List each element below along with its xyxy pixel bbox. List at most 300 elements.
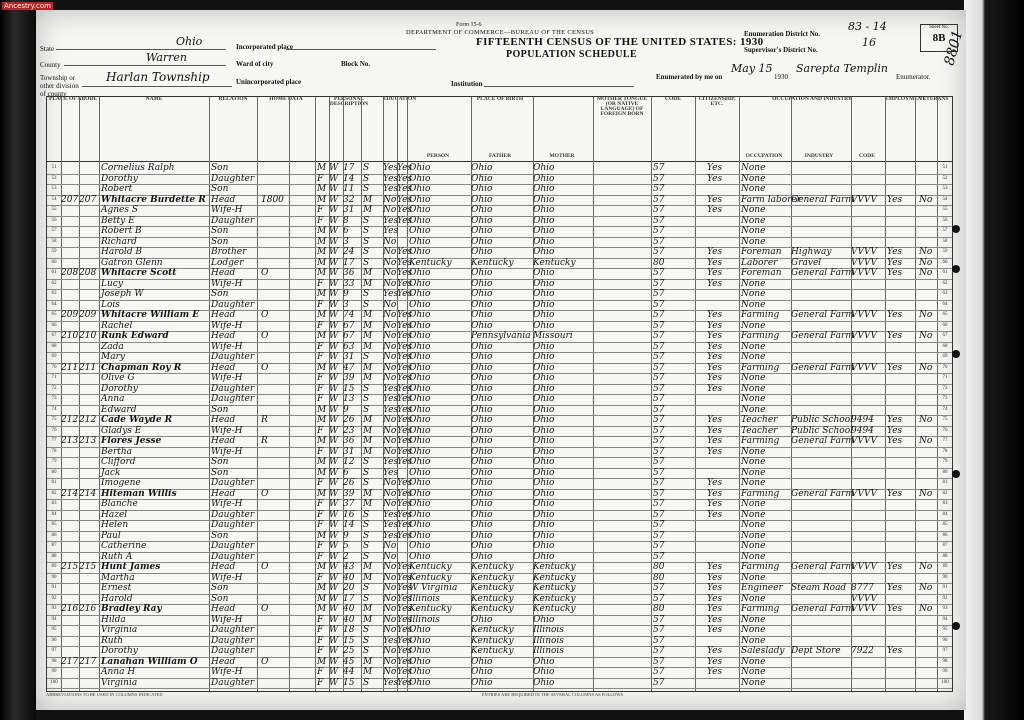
- birth-person-cell: Ohio: [409, 226, 431, 236]
- birth-father-cell: Ohio: [471, 320, 493, 331]
- birth-mother-cell: Ohio: [533, 205, 555, 215]
- citizenship-cell: Yes: [707, 583, 723, 593]
- birth-father-cell: Ohio: [471, 551, 493, 562]
- marital-cell: S: [363, 236, 370, 247]
- race-cell: W: [329, 289, 339, 299]
- industry-cell: General Farm: [791, 362, 854, 373]
- census-title: FIFTEENTH CENSUS OF THE UNITED STATES: 1930: [476, 36, 764, 48]
- code-cell: 57: [653, 667, 665, 677]
- sex-cell: F: [317, 499, 324, 509]
- row-number: 86: [51, 532, 57, 538]
- read-cell: Yes: [397, 520, 413, 530]
- citizenship-cell: Yes: [707, 667, 723, 677]
- row-number: 70: [51, 364, 57, 370]
- relation-cell: Daughter: [211, 635, 255, 646]
- name-cell: Gatron Glenn: [101, 257, 163, 268]
- read-cell: Yes: [397, 583, 413, 593]
- name-cell: Betty E: [101, 215, 135, 226]
- race-cell: W: [329, 257, 339, 268]
- birth-person-cell: Ohio: [409, 530, 431, 541]
- citizenship-cell: Yes: [707, 320, 723, 331]
- occ-code-cell: VVVV: [851, 268, 877, 278]
- age-cell: 9: [343, 404, 349, 415]
- marital-cell: S: [363, 551, 370, 562]
- citizenship-cell: Yes: [707, 488, 723, 499]
- relation-cell: Head: [211, 310, 236, 320]
- row-number: 97: [942, 648, 948, 653]
- row-number: 79: [51, 459, 57, 464]
- relation-cell: Lodger: [211, 257, 244, 268]
- school-cell: No: [383, 572, 397, 583]
- abbreviations-note: ABBREVIATIONS TO BE USED IN COLUMNS INDICATED: [46, 692, 163, 697]
- row-number: 67: [942, 333, 948, 338]
- citizenship-cell: Yes: [707, 604, 723, 614]
- birth-person-cell: Ohio: [409, 215, 431, 226]
- occupation-cell: None: [741, 530, 766, 541]
- veteran-cell: No: [919, 562, 933, 572]
- birth-father-cell: Ohio: [471, 299, 493, 310]
- citizenship-cell: Yes: [707, 499, 723, 509]
- age-cell: 16: [343, 509, 355, 520]
- school-cell: No: [383, 415, 397, 425]
- relation-cell: Wife-H: [211, 373, 243, 383]
- age-cell: 37: [343, 499, 355, 509]
- birth-father-cell: Ohio: [471, 394, 493, 404]
- occupation-cell: None: [741, 163, 766, 173]
- birth-mother-cell: Ohio: [533, 320, 555, 331]
- department-line: DEPARTMENT OF COMMERCE—BUREAU OF THE CENSUS: [406, 29, 595, 36]
- binder-hole: [952, 225, 960, 233]
- relation-cell: Wife-H: [211, 667, 243, 677]
- name-cell: Flores Jesse: [101, 436, 162, 446]
- col-birth-person: PERSON: [426, 153, 450, 159]
- name-cell: Helen: [101, 520, 129, 530]
- school-cell: No: [383, 604, 397, 614]
- employment-cell: Yes: [887, 257, 903, 268]
- industry-cell: Public School: [791, 415, 853, 425]
- occ-code-cell: VVVV: [851, 331, 877, 341]
- birth-father-cell: Kentucky: [471, 593, 514, 604]
- marital-cell: S: [363, 509, 370, 520]
- row-number: 88: [51, 553, 57, 559]
- name-cell: Olive G: [101, 373, 135, 383]
- race-cell: W: [329, 394, 339, 404]
- school-cell: No: [383, 268, 397, 278]
- name-cell: Ernest: [101, 583, 132, 593]
- occupation-cell: None: [741, 373, 766, 383]
- birth-person-cell: Illinois: [409, 614, 440, 625]
- name-cell: Zada: [101, 341, 124, 352]
- marital-cell: S: [363, 257, 370, 268]
- birth-father-cell: Kentucky: [471, 257, 514, 268]
- birth-father-cell: Ohio: [471, 667, 493, 677]
- age-cell: 18: [343, 625, 355, 635]
- occ-code-cell: VVVV: [851, 436, 877, 446]
- birth-mother-cell: Illinois: [533, 625, 564, 635]
- code-cell: 57: [653, 194, 665, 205]
- relation-cell: Son: [211, 163, 229, 173]
- age-cell: 6: [343, 226, 349, 236]
- marital-cell: M: [363, 667, 373, 677]
- birth-person-cell: Ohio: [409, 362, 431, 373]
- occupation-cell: None: [741, 467, 766, 478]
- relation-cell: Head: [211, 488, 236, 499]
- marital-cell: S: [363, 593, 370, 604]
- race-cell: W: [329, 173, 339, 184]
- race-cell: W: [329, 373, 339, 383]
- birth-mother-cell: Ohio: [533, 352, 555, 362]
- birth-father-cell: Kentucky: [471, 604, 514, 614]
- marital-cell: S: [363, 299, 370, 310]
- occupation-cell: None: [741, 278, 766, 289]
- row-number: 100: [50, 679, 58, 685]
- row-number: 55: [942, 207, 948, 212]
- name-cell: Joseph W: [101, 289, 144, 299]
- relation-cell: Brother: [211, 247, 247, 257]
- sex-cell: F: [317, 425, 324, 436]
- name-cell: Ruth A: [101, 551, 133, 562]
- code-cell: 57: [653, 394, 665, 404]
- employment-cell: Yes: [887, 425, 903, 436]
- industry-cell: General Farm: [791, 436, 854, 446]
- dwelling-cell: 211: [61, 362, 79, 373]
- code-cell: 57: [653, 415, 665, 425]
- name-cell: Runk Edward: [101, 331, 169, 341]
- age-cell: 14: [343, 173, 355, 184]
- occupation-cell: None: [741, 593, 766, 604]
- race-cell: W: [329, 625, 339, 635]
- race-cell: W: [329, 667, 339, 677]
- marital-cell: S: [363, 646, 370, 656]
- relation-cell: Daughter: [211, 352, 255, 362]
- relation-cell: Son: [211, 226, 229, 236]
- row-number: 89: [51, 564, 57, 569]
- code-cell: 57: [653, 362, 665, 373]
- birth-father-cell: Ohio: [471, 415, 493, 425]
- read-cell: Yes: [397, 289, 413, 299]
- race-cell: W: [329, 320, 339, 331]
- row-number: 87: [942, 543, 948, 548]
- sex-cell: F: [317, 320, 324, 331]
- marital-cell: M: [363, 499, 373, 509]
- home-cell: O: [261, 310, 269, 320]
- age-cell: 17: [343, 257, 355, 268]
- code-cell: 57: [653, 163, 665, 173]
- family-cell: 208: [79, 268, 97, 278]
- birth-person-cell: Ohio: [409, 278, 431, 289]
- binder-hole: [952, 470, 960, 478]
- occupation-cell: None: [741, 446, 766, 457]
- occupation-cell: None: [741, 184, 766, 194]
- relation-cell: Wife-H: [211, 320, 243, 331]
- birth-mother-cell: Kentucky: [533, 583, 576, 593]
- sex-cell: F: [317, 173, 324, 184]
- dwelling-cell: 209: [61, 310, 79, 320]
- col-birth-mother: MOTHER: [549, 153, 575, 159]
- block-label: Block No.: [341, 60, 371, 68]
- relation-cell: Daughter: [211, 625, 255, 635]
- sex-cell: F: [317, 572, 324, 583]
- citizenship-cell: Yes: [707, 572, 723, 583]
- sd-label: Supervisor's District No.: [744, 46, 818, 54]
- row-number: 100: [941, 679, 949, 685]
- row-number: 66: [51, 322, 57, 328]
- age-cell: 40: [343, 572, 355, 583]
- row-number: 62: [942, 280, 948, 286]
- industry-cell: Steam Road: [791, 583, 847, 593]
- occupation-cell: None: [741, 499, 766, 509]
- read-cell: Yes: [397, 394, 413, 404]
- employment-cell: Yes: [887, 415, 903, 425]
- county-label: County: [40, 61, 61, 69]
- name-cell: Edward: [101, 404, 137, 415]
- occ-code-cell: VVVV: [851, 310, 877, 320]
- row-number: 95: [942, 627, 948, 632]
- school-cell: Yes: [383, 184, 399, 194]
- veteran-cell: No: [919, 268, 933, 278]
- row-number: 92: [51, 595, 57, 601]
- school-cell: No: [383, 362, 397, 373]
- birth-person-cell: Ohio: [409, 394, 431, 404]
- occupation-cell: Teacher: [741, 425, 778, 436]
- race-cell: W: [329, 352, 339, 362]
- name-cell: Chapman Roy R: [101, 362, 182, 373]
- col-education: EDUCATION: [383, 97, 408, 161]
- birth-father-cell: Kentucky: [471, 635, 514, 646]
- marital-cell: M: [363, 488, 373, 499]
- read-cell: Yes: [397, 205, 413, 215]
- birth-person-cell: Ohio: [409, 289, 431, 299]
- citizenship-cell: Yes: [707, 331, 723, 341]
- race-cell: W: [329, 383, 339, 394]
- row-number: 71: [942, 375, 948, 380]
- row-number: 73: [51, 396, 57, 401]
- marital-cell: S: [363, 247, 370, 257]
- code-cell: 80: [653, 604, 665, 614]
- row-number: 78: [942, 448, 948, 454]
- sex-cell: F: [317, 205, 324, 215]
- name-cell: Anna H: [101, 667, 136, 677]
- name-cell: Cade Wayde R: [101, 415, 173, 425]
- read-cell: Yes: [397, 646, 413, 656]
- birth-father-cell: Ohio: [471, 509, 493, 520]
- sex-cell: F: [317, 509, 324, 520]
- binder-hole: [952, 265, 960, 273]
- citizenship-cell: Yes: [707, 478, 723, 488]
- name-cell: Blanche: [101, 499, 138, 509]
- birth-mother-cell: Kentucky: [533, 257, 576, 268]
- occupation-cell: Farming: [741, 362, 780, 373]
- birth-father-cell: Ohio: [471, 404, 493, 415]
- code-cell: 57: [653, 373, 665, 383]
- row-number: 78: [51, 448, 57, 454]
- race-cell: W: [329, 247, 339, 257]
- citizenship-cell: Yes: [707, 383, 723, 394]
- birth-mother-cell: Ohio: [533, 667, 555, 677]
- school-cell: No: [383, 205, 397, 215]
- birth-father-cell: Ohio: [471, 520, 493, 530]
- age-cell: 44: [343, 667, 355, 677]
- birth-person-cell: Ohio: [409, 236, 431, 247]
- code-cell: 57: [653, 247, 665, 257]
- occ-code-cell: VVVV: [851, 593, 877, 604]
- code-cell: 57: [653, 541, 665, 551]
- read-cell: Yes: [397, 362, 413, 373]
- occupation-cell: None: [741, 205, 766, 215]
- relation-cell: Wife-H: [211, 614, 243, 625]
- read-cell: Yes: [397, 320, 413, 331]
- occupation-cell: Teacher: [741, 415, 778, 425]
- school-cell: No: [383, 194, 397, 205]
- occupation-cell: None: [741, 352, 766, 362]
- marital-cell: S: [363, 625, 370, 635]
- employment-cell: Yes: [887, 247, 903, 257]
- county-value: Warren: [146, 51, 188, 64]
- sheet-number: 8B: [932, 32, 946, 44]
- age-cell: 25: [343, 646, 355, 656]
- birth-father-cell: Ohio: [471, 352, 493, 362]
- race-cell: W: [329, 436, 339, 446]
- birth-person-cell: Ohio: [409, 331, 431, 341]
- name-cell: Hunt James: [101, 562, 161, 572]
- birth-mother-cell: Ohio: [533, 436, 555, 446]
- birth-person-cell: Ohio: [409, 404, 431, 415]
- race-cell: W: [329, 541, 339, 551]
- birth-person-cell: Ohio: [409, 184, 431, 194]
- race-cell: W: [329, 163, 339, 173]
- col-place-of-birth: PLACE OF BIRTH PERSON FATHER MOTHER: [407, 97, 594, 161]
- col-birth-father: FATHER: [488, 153, 512, 159]
- sex-cell: F: [317, 446, 324, 457]
- code-cell: 57: [653, 205, 665, 215]
- marital-cell: S: [363, 215, 370, 226]
- school-cell: No: [383, 551, 397, 562]
- marital-cell: M: [363, 362, 373, 373]
- row-number: 90: [942, 574, 948, 580]
- sheet-label: Sheet No.: [929, 25, 949, 30]
- race-cell: W: [329, 341, 339, 352]
- occ-code-cell: 8777: [851, 583, 874, 593]
- birth-person-cell: Ohio: [409, 478, 431, 488]
- marital-cell: S: [363, 404, 370, 415]
- age-cell: 26: [343, 415, 355, 425]
- birth-person-cell: Ohio: [409, 373, 431, 383]
- age-cell: 31: [343, 446, 355, 457]
- birth-father-cell: Ohio: [471, 446, 493, 457]
- row-number: 99: [51, 669, 57, 674]
- marital-cell: S: [363, 541, 370, 551]
- race-cell: W: [329, 562, 339, 572]
- birth-father-cell: Ohio: [471, 163, 493, 173]
- name-cell: Martha: [101, 572, 135, 583]
- relation-cell: Son: [211, 289, 229, 299]
- home-cell: O: [261, 488, 269, 499]
- scan-border-right: [964, 0, 1024, 720]
- race-cell: W: [329, 509, 339, 520]
- citizenship-cell: Yes: [707, 257, 723, 268]
- name-cell: Hilda: [101, 614, 126, 625]
- birth-mother-cell: Ohio: [533, 373, 555, 383]
- birth-father-cell: Kentucky: [471, 625, 514, 635]
- occupation-cell: None: [741, 215, 766, 226]
- industry-cell: Public School: [791, 425, 853, 436]
- relation-cell: Daughter: [211, 509, 255, 520]
- age-cell: 45: [343, 656, 355, 667]
- sex-cell: M: [317, 331, 327, 341]
- birth-mother-cell: Ohio: [533, 499, 555, 509]
- school-cell: Yes: [383, 383, 399, 394]
- sex-cell: M: [317, 415, 327, 425]
- race-cell: W: [329, 614, 339, 625]
- age-cell: 12: [343, 457, 355, 467]
- age-cell: 74: [343, 310, 355, 320]
- birth-father-cell: Ohio: [471, 383, 493, 394]
- name-cell: Clifford: [101, 457, 136, 467]
- marital-cell: S: [363, 352, 370, 362]
- citizenship-cell: Yes: [707, 278, 723, 289]
- home-cell: O: [261, 331, 269, 341]
- birth-mother-cell: Ohio: [533, 677, 555, 688]
- marital-cell: S: [363, 677, 370, 688]
- birth-mother-cell: Ohio: [533, 310, 555, 320]
- marital-cell: M: [363, 331, 373, 341]
- state-value: Ohio: [176, 35, 203, 48]
- sex-cell: F: [317, 614, 324, 625]
- industry-cell: General Farm: [791, 310, 854, 320]
- occ-code-cell: VVVV: [851, 247, 877, 257]
- row-number: 53: [942, 186, 948, 191]
- code-cell: 57: [653, 583, 665, 593]
- relation-cell: Son: [211, 184, 229, 194]
- birth-father-cell: Ohio: [471, 457, 493, 467]
- row-number: 93: [51, 606, 57, 611]
- school-cell: No: [383, 614, 397, 625]
- citizenship-cell: Yes: [707, 562, 723, 572]
- industry-cell: General Farm: [791, 331, 854, 341]
- row-number: 55: [51, 207, 57, 212]
- row-number: 76: [51, 427, 57, 433]
- race-cell: W: [329, 635, 339, 646]
- name-cell: Virginia: [101, 625, 138, 635]
- read-cell: Yes: [397, 383, 413, 394]
- sex-cell: M: [317, 436, 327, 446]
- dwelling-cell: 210: [61, 331, 79, 341]
- birth-mother-cell: Ohio: [533, 299, 555, 310]
- birth-mother-cell: Ohio: [533, 236, 555, 247]
- marital-cell: S: [363, 394, 370, 404]
- occupation-cell: None: [741, 509, 766, 520]
- row-number: 85: [51, 522, 57, 527]
- birth-father-cell: Ohio: [471, 184, 493, 194]
- race-cell: W: [329, 488, 339, 499]
- family-cell: 214: [79, 488, 97, 499]
- dwelling-cell: 213: [61, 436, 79, 446]
- citizenship-cell: Yes: [707, 310, 723, 320]
- age-cell: 24: [343, 247, 355, 257]
- row-number: 77: [51, 438, 57, 443]
- birth-father-cell: Ohio: [471, 614, 493, 625]
- marital-cell: S: [363, 467, 370, 478]
- row-number: 98: [942, 658, 948, 664]
- birth-person-cell: Ohio: [409, 457, 431, 467]
- race-cell: W: [329, 520, 339, 530]
- row-number: 85: [942, 522, 948, 527]
- school-cell: No: [383, 541, 397, 551]
- industry-cell: Gravel: [791, 257, 822, 268]
- name-cell: Mary: [101, 352, 125, 362]
- race-cell: W: [329, 583, 339, 593]
- dwelling-cell: 216: [61, 604, 79, 614]
